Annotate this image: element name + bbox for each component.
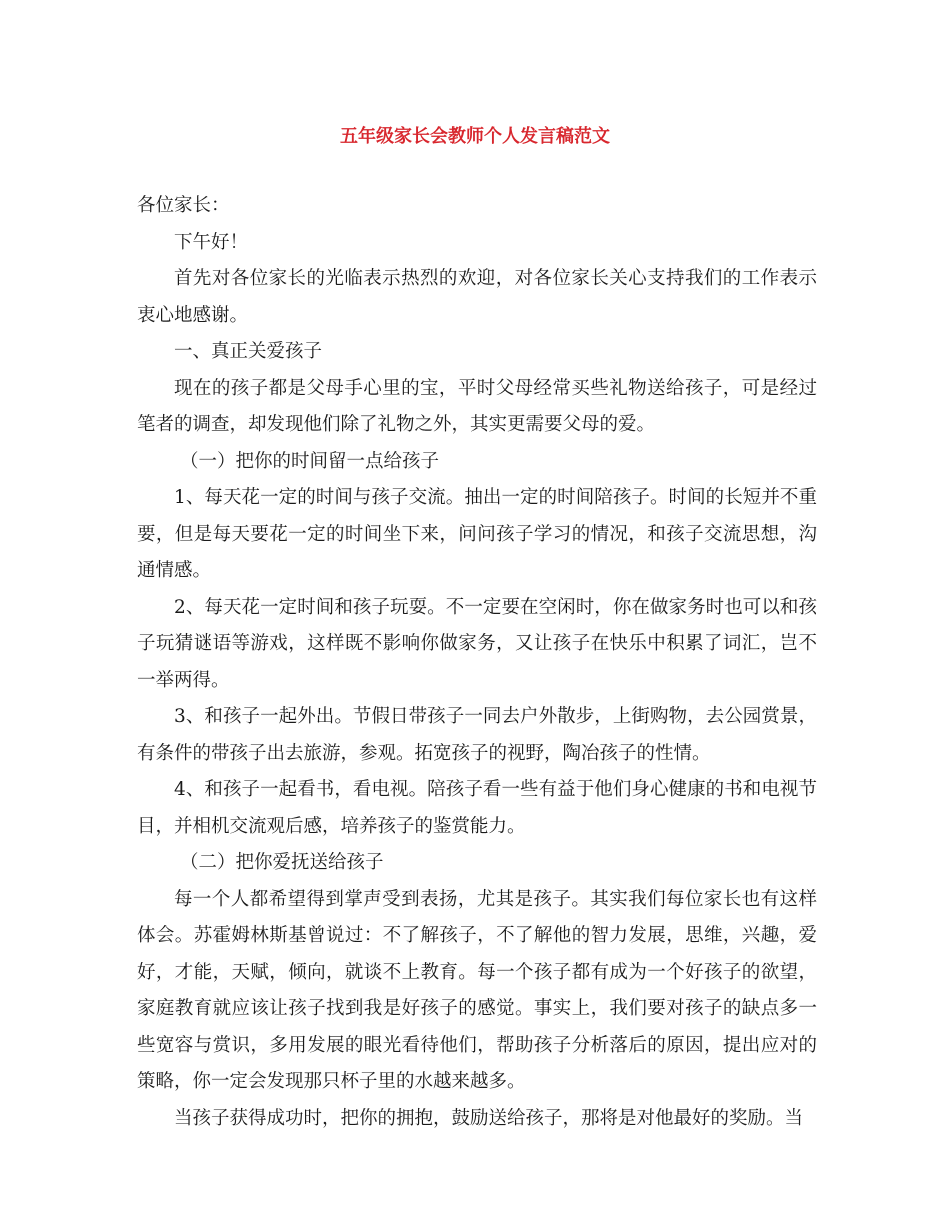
paragraph: 3、和孩子一起外出。节假日带孩子一同去户外散步，上街购物，去公园赏景，有条件的带孩子出去旅游，参观。拓宽孩子的视野，陶冶孩子的性情。 <box>137 706 817 764</box>
paragraph: 2、每天花一定时间和孩子玩耍。不一定要在空闲时，你在做家务时也可以和孩子玩猜谜语等游戏，这样既不影响你做家务，又让孩子在快乐中积累了词汇，岂不一举两得。 <box>137 596 817 691</box>
subsection-heading: （一）把你的时间留一点给孩子 <box>180 450 440 472</box>
paragraph: 4、和孩子一起看书，看电视。陪孩子看一些有益于他们身心健康的书和电视节目，并相机交流观后感，培养孩子的鉴赏能力。 <box>137 779 817 837</box>
greeting: 下午好！ <box>174 231 249 253</box>
paragraph: 每一个人都希望得到掌声受到表扬，尤其是孩子。其实我们每位家长也有这样体会。苏霍姆林斯基曾说过：不了解孩子，不了解他的智力发展，思维，兴趣，爱好，才能，天赋，倾向，就谈不上教育。每一个孩子都有成为一个好孩子的欲望，家庭教育就应该让孩子找到我是好孩子的感觉。事实上，我们要对孩子的缺点多一些宽容与赏识，多用发展的眼光看待他们，帮助孩子分析落后的原因，提出应对的策略，你一定会发现那只杯子里的水越来越多。 <box>137 888 817 1092</box>
document-body <box>137 188 817 1137</box>
paragraph: 1、每天花一定的时间与孩子交流。抽出一定的时间陪孩子。时间的长短并不重要，但是每天要花一定的时间坐下来，问问孩子学习的情况，和孩子交流思想，沟通情感。 <box>137 487 817 581</box>
paragraph: 当孩子获得成功时，把你的拥抱，鼓励送给孩子，那将是对他最好的奖励。当 <box>174 1107 804 1129</box>
section-heading: 一、真正关爱孩子 <box>174 341 323 362</box>
paragraph: 首先对各位家长的光临表示热烈的欢迎，对各位家长关心支持我们的工作表示衷心地感谢。 <box>137 268 817 326</box>
salutation: 各位家长： <box>137 195 230 216</box>
paragraph: 现在的孩子都是父母手心里的宝，平时父母经常买些礼物送给孩子，可是经过笔者的调查，却发现他们除了礼物之外，其实更需要父母的爱。 <box>137 377 817 435</box>
document-title: 五年级家长会教师个人发言稿范文 <box>340 126 610 147</box>
subsection-heading: （二）把你爱抚送给孩子 <box>180 852 384 873</box>
